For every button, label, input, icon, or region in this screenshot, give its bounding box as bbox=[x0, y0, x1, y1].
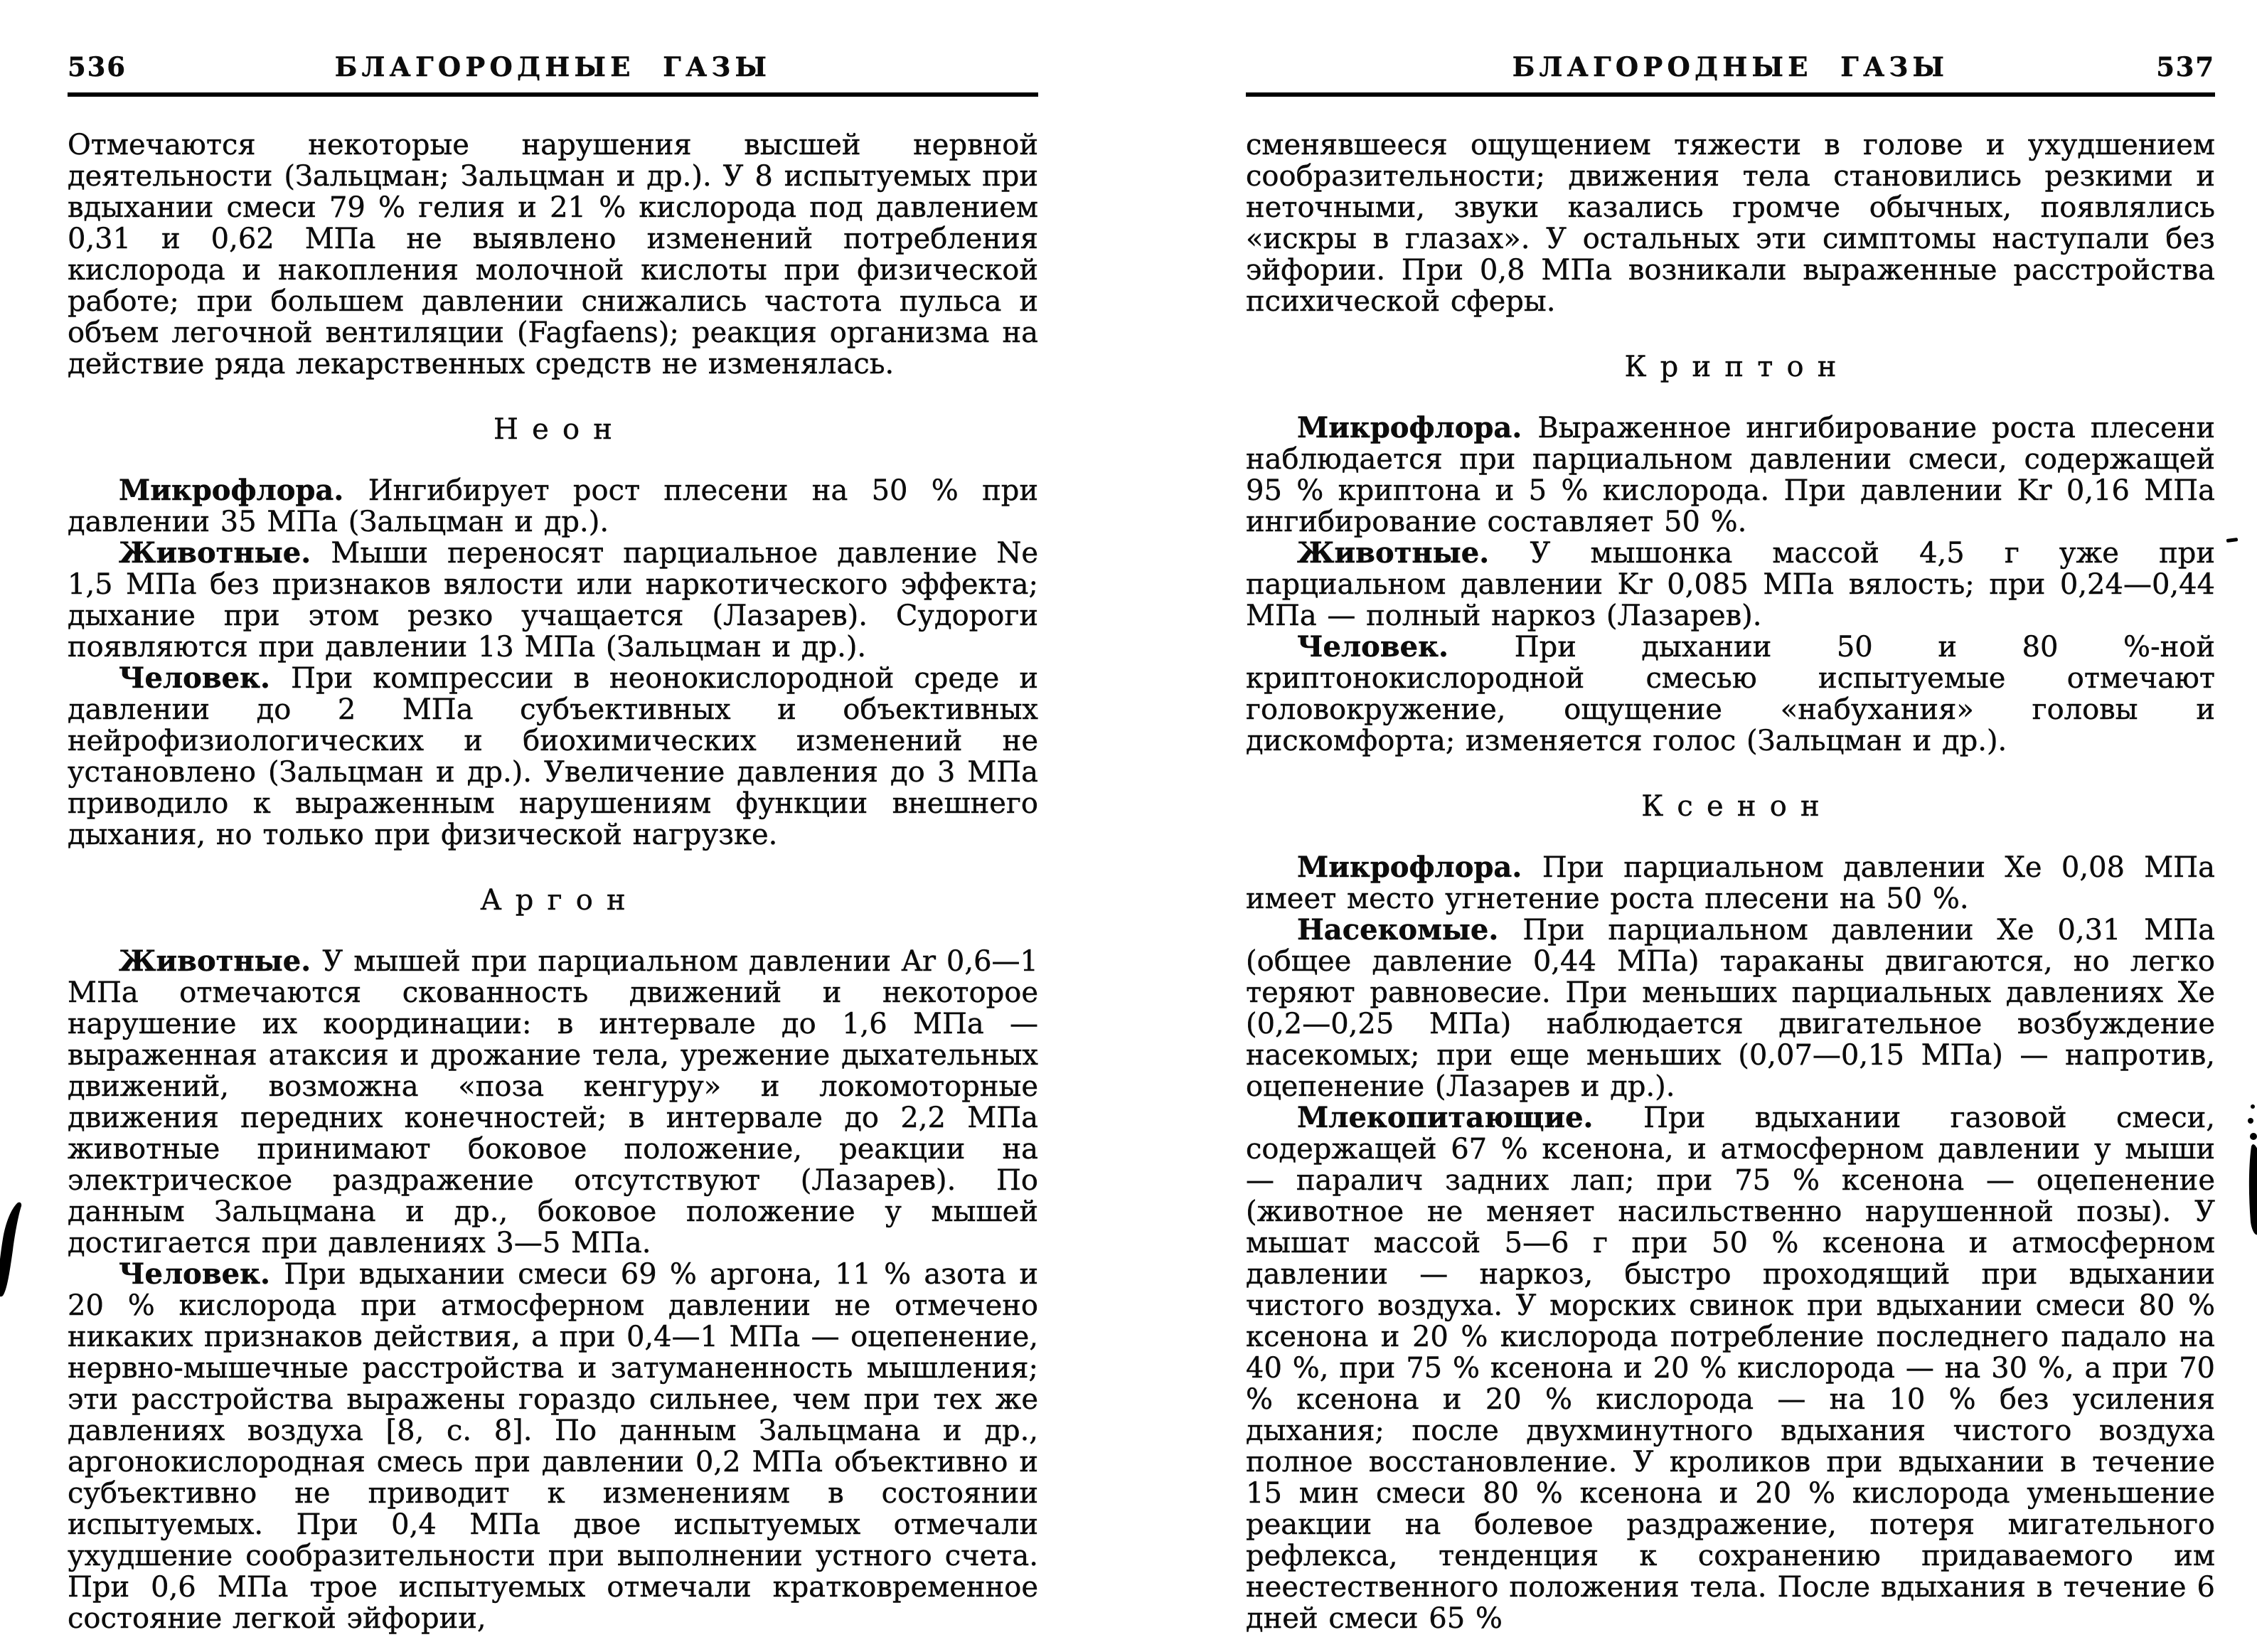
ink-dash-artifact bbox=[2226, 538, 2238, 543]
header-rule-left bbox=[68, 92, 1038, 97]
running-title-left: БЛАГОРОДНЫЕ ГАЗЫ bbox=[334, 51, 772, 82]
paragraph: Насекомые. При парциальном давлении Xе 0,31 МПа (общее давление 0,44 МПа) тараканы двигаются, но легко теряют равновесие. При меньших парциальных давлениях Xе (0,2—0,25 МПа) наблюдается двигательное возбуждение насекомых; при еще меньших (0,07—0,15 МПа) — напротив, оцепенение (Лазарев и др.). bbox=[1246, 913, 2215, 1103]
paragraph-lead: Насекомые. bbox=[1297, 913, 1523, 947]
page-number-right: 537 bbox=[2156, 51, 2215, 82]
paragraph: Отмечаются некоторые нарушения высшей нервной деятельности (Зальцман; Зальцман и др.). У 8 испытуемых при вдыхании смеси 79 % гелия и 21 % кислорода под давлением 0,31 и 0,62 МПа не выявлено изменений потребления кислорода и накопления молочной кислоты при физической работе; при большем давлении снижались частота пульса и объем легочной вентиляции (Fagfaens); реакция организма на действие ряда лекарственных средств не изменялась. bbox=[68, 129, 1038, 380]
paragraph-lead: Человек. bbox=[1297, 630, 1515, 664]
page-header-left bbox=[68, 51, 1038, 83]
section-heading: Аргон bbox=[480, 884, 639, 917]
section-heading: Неон bbox=[493, 413, 626, 446]
ink-blot-artifact-left bbox=[0, 1202, 24, 1299]
paragraph-lead: Человек. bbox=[119, 1257, 284, 1291]
paragraph: Человек. При вдыхании смеси 69 % аргона, 11 % азота и 20 % кислорода при атмосферном давлении не отмечено никаких признаков действия, а при 0,4—1 МПа — оцепенение, нервно-мышечные расстройства и затуманенность мышления; эти расстройства выражены гораздо сильнее, чем при тех же давлениях воздуха [8, с. 8]. По данным Зальцмана и др., аргонокислородная смесь при давлении 0,2 МПа объективно и субъективно не приводит к изменениям в состоянии испытуемых. При 0,4 МПа двое испытуемых отмечали ухудшение сообразительности при выполнении устного счета. При 0,6 МПа трое испытуемых отмечали кратковременное состояние легкой эйфории, bbox=[68, 1257, 1038, 1635]
section-heading: Криптон bbox=[1624, 351, 1850, 383]
running-title-right: БЛАГОРОДНЫЕ ГАЗЫ bbox=[1512, 51, 1949, 82]
page-right-537 bbox=[1246, 51, 2215, 1634]
paragraph-lead: Микрофлора. bbox=[1297, 851, 1542, 884]
paragraph-lead: Человек. bbox=[119, 661, 292, 695]
page-header-right bbox=[1246, 51, 2215, 83]
paragraph: Млекопитающие. При вдыхании газовой смеси, содержащей 67 % ксенона, и атмосферном давлении у мыши — паралич задних лап; при 75 % ксенона — оцепенение (животное не меняет насильственно нарушенной позы). У мышат массой 5—6 г при 50 % ксенона и атмосферном давлении — наркоз, быстро проходящий при вдыхании чистого воздуха. У морских свинок при вдыхании смеси 80 % ксенона и 20 % кислорода потребление последнего падало на 40 %, при 75 % ксенона и 20 % кислорода — на 30 %, а при 70 % ксенона и 20 % кислорода — на 10 % без усиления дыхания; после двухминутного вдыхания чистого воздуха полное восстановление. У кроликов при вдыхании в течение 15 мин смеси 80 % ксенона и 20 % кислорода уменьшение реакции на болевое раздражение, потеря мигательного рефлекса, тенденция к сохранению придаваемого им неестественного положения тела. После вдыхания в течение 6 дней смеси 65 % bbox=[1246, 1101, 2215, 1635]
paragraph: сменявшееся ощущением тяжести в голове и ухудшением сообразительности; движения тела становились резкими и неточными, звуки казались громче обычных, появлялись «искры в глазах». У остальных эти симптомы наступали без эйфории. При 0,8 МПа возникали выраженные расстройства психической сферы. bbox=[1246, 129, 2215, 318]
page-left-536 bbox=[68, 51, 1038, 1634]
page-body-right bbox=[1246, 129, 2215, 1634]
paragraph: Человек. При дыхании 50 и 80 %-ной криптонокислородной смесью испытуемые отмечают головокружение, ощущение «набухания» головы и дискомфорта; изменяется голос (Зальцман и др.). bbox=[1246, 630, 2215, 757]
header-rule-right bbox=[1246, 92, 2215, 97]
paragraph: Микрофлора. Ингибирует рост плесени на 50 % при давлении 35 МПа (Зальцман и др.). bbox=[68, 474, 1038, 538]
ink-streak-artifact-right bbox=[2244, 1102, 2257, 1245]
paragraph-lead: Микрофлора. bbox=[119, 474, 368, 507]
paragraph-lead: Животные. bbox=[119, 944, 323, 978]
paragraph-lead: Животные. bbox=[1297, 536, 1530, 570]
page-body-left bbox=[68, 129, 1038, 1634]
paragraph: Животные. У мышонка массой 4,5 г уже при парциальном давлении Kr 0,085 МПа вялость; при 0,24—0,44 МПа — полный наркоз (Лазарев). bbox=[1246, 536, 2215, 632]
paragraph-lead: Микрофлора. bbox=[1297, 411, 1538, 444]
paragraph: Человек. При компрессии в неонокислородной среде и давлении до 2 МПа субъективных и объективных нейрофизиологических и биохимических изменений не установлено (Зальцман и др.). Увеличение давления до 3 МПа приводило к выраженным нарушениям функции внешнего дыхания, но только при физической нагрузке. bbox=[68, 661, 1038, 851]
paragraph-lead: Млекопитающие. bbox=[1297, 1101, 1644, 1134]
paragraph: Животные. Мыши переносят парциальное давление Ne 1,5 МПа без признаков вялости или наркотического эффекта; дыхание при этом резко учащается (Лазарев). Судороги появляются при давлении 13 МПа (Зальцман и др.). bbox=[68, 536, 1038, 664]
paragraph: Микрофлора. При парциальном давлении Xе 0,08 МПа имеет место угнетение роста плесени на 50 %. bbox=[1246, 851, 2215, 915]
page-number-left: 536 bbox=[68, 51, 127, 82]
paragraph-lead: Животные. bbox=[119, 536, 331, 570]
paragraph: Микрофлора. Выраженное ингибирование роста плесени наблюдается при парциальном давлении смеси, содержащей 95 % криптона и 5 % кислорода. При давлении Kr 0,16 МПа ингибирование составляет 50 %. bbox=[1246, 411, 2215, 538]
paragraph: Животные. У мышей при парциальном давлении Ar 0,6—1 МПа отмечаются скованность движений и некоторое нарушение их координации: в интервале до 1,6 МПа — выраженная атаксия и дрожание тела, урежение дыхательных движений, возможна «поза кенгуру» и локомоторные движения передних конечностей; в интервале до 2,2 МПа животные принимают боковое положение, реакции на электрическое раздражение отсутствуют (Лазарев). По данным Зальцмана и др., боковое положение у мышей достигается при давлениях 3—5 МПа. bbox=[68, 944, 1038, 1259]
section-heading: Ксенон bbox=[1641, 790, 1833, 823]
